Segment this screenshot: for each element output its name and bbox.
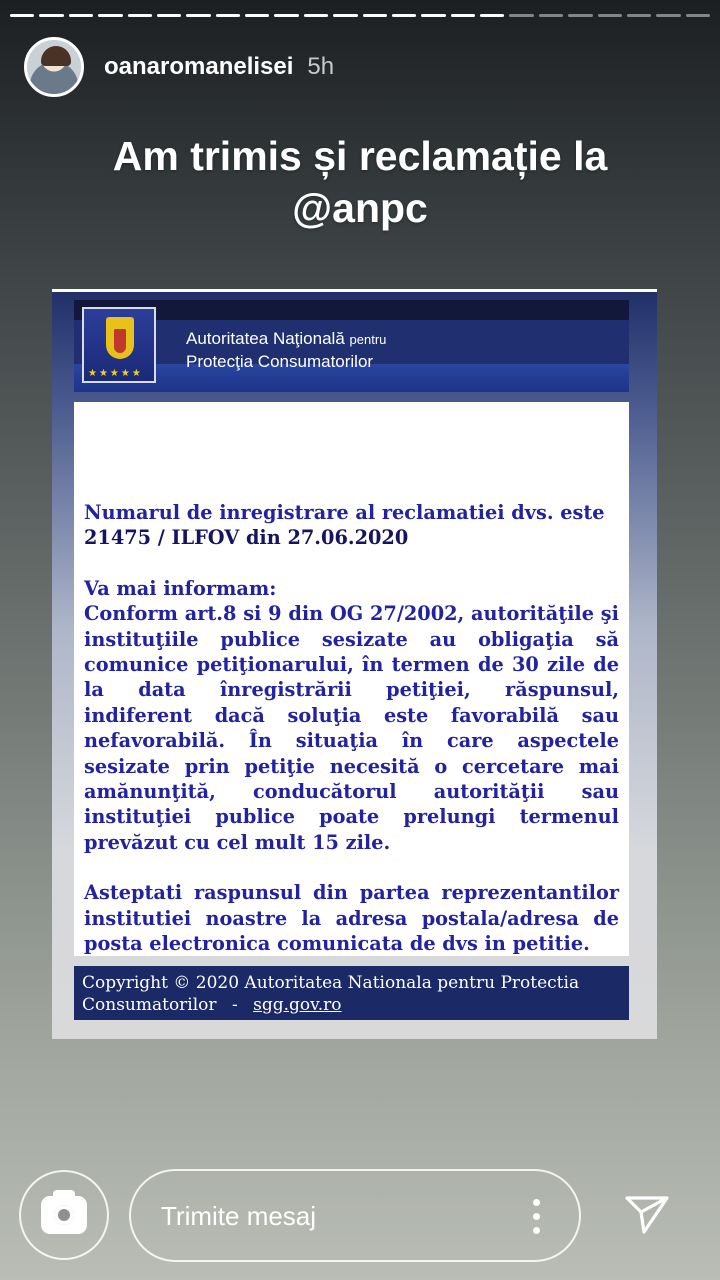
progress-segment xyxy=(128,14,152,17)
message-placeholder: Trimite mesaj xyxy=(161,1201,317,1231)
progress-segment xyxy=(98,14,122,17)
banner-subtitle: Protecţia Consumatorilor xyxy=(186,352,374,371)
registration-number: 21475 / ILFOV din 27.06.2020 xyxy=(84,526,409,550)
progress-segment xyxy=(568,14,592,17)
story-caption xyxy=(0,130,720,234)
progress-segment xyxy=(686,14,710,17)
progress-segment xyxy=(10,14,34,17)
progress-segment xyxy=(480,14,504,17)
anpc-footer xyxy=(74,966,629,1020)
closing-text: Asteptati raspunsul din partea reprezentantilor institutiei noastre la adresa postala/adresa de posta electronica comunicata de dvs in petitie. xyxy=(84,881,619,956)
send-icon[interactable] xyxy=(624,1194,670,1236)
banner-title: Autoritatea Naţională xyxy=(186,329,345,348)
progress-segment xyxy=(157,14,181,17)
banner-title-suffix: pentru xyxy=(349,332,387,347)
progress-segment xyxy=(245,14,269,17)
progress-segment xyxy=(392,14,416,17)
progress-segment xyxy=(656,14,680,17)
post-time: 5h xyxy=(307,53,335,80)
progress-segment xyxy=(216,14,240,17)
progress-segment xyxy=(69,14,93,17)
caption-line-1: Am trimis și reclamație la xyxy=(112,133,608,179)
camera-button[interactable] xyxy=(19,1170,109,1260)
registration-text: Numarul de inregistrare al reclamatiei dvs. este xyxy=(84,501,605,524)
anpc-logo: ★★★★★ xyxy=(82,307,156,383)
progress-segment xyxy=(39,14,63,17)
story-reply-bar xyxy=(0,1168,720,1268)
progress-segment xyxy=(627,14,651,17)
progress-segment xyxy=(274,14,298,17)
footer-copyright: Copyright © 2020 Autoritatea Nationala pentru Protectia Consumatorilor xyxy=(82,973,580,1015)
anpc-banner xyxy=(74,300,629,392)
progress-segment xyxy=(421,14,445,17)
message-input[interactable] xyxy=(129,1169,581,1262)
story-progress-bar xyxy=(10,14,710,18)
progress-segment xyxy=(363,14,387,17)
progress-segment xyxy=(451,14,475,17)
inform-heading: Va mai informam: xyxy=(84,576,277,600)
progress-segment xyxy=(598,14,622,17)
progress-segment xyxy=(333,14,357,17)
anpc-screenshot xyxy=(52,289,657,1039)
footer-link[interactable]: sgg.gov.ro xyxy=(253,995,342,1015)
progress-segment xyxy=(539,14,563,17)
inform-body: Conform art.8 si 9 din OG 27/2002, autorităţile şi instituţiile publice sesizate au obligaţia să comunice petiţionarului, în termen de 30 zile de la data înregistrării petiţiei, răspunsul, indiferent dacă soluţia este favorabilă sau nefavorabilă. În situaţia în care aspectele sesizate prin petiţie necesită o cercetare mai amănunţită, conducătorul autorităţii sau instituţiei publice poate prelungi termenul prevăzut cu cel mult 15 zile. xyxy=(84,602,619,854)
caption-mention[interactable]: @anpc xyxy=(292,185,428,231)
complaint-confirmation xyxy=(74,402,629,956)
progress-segment xyxy=(304,14,328,17)
story-header xyxy=(24,35,334,99)
footer-separator: - xyxy=(231,995,238,1015)
avatar[interactable] xyxy=(24,37,84,97)
progress-segment xyxy=(509,14,533,17)
username[interactable]: oanaromanelisei xyxy=(104,53,294,80)
anpc-banner-text xyxy=(186,328,386,373)
progress-segment xyxy=(186,14,210,17)
more-vertical-icon[interactable] xyxy=(533,1199,541,1235)
